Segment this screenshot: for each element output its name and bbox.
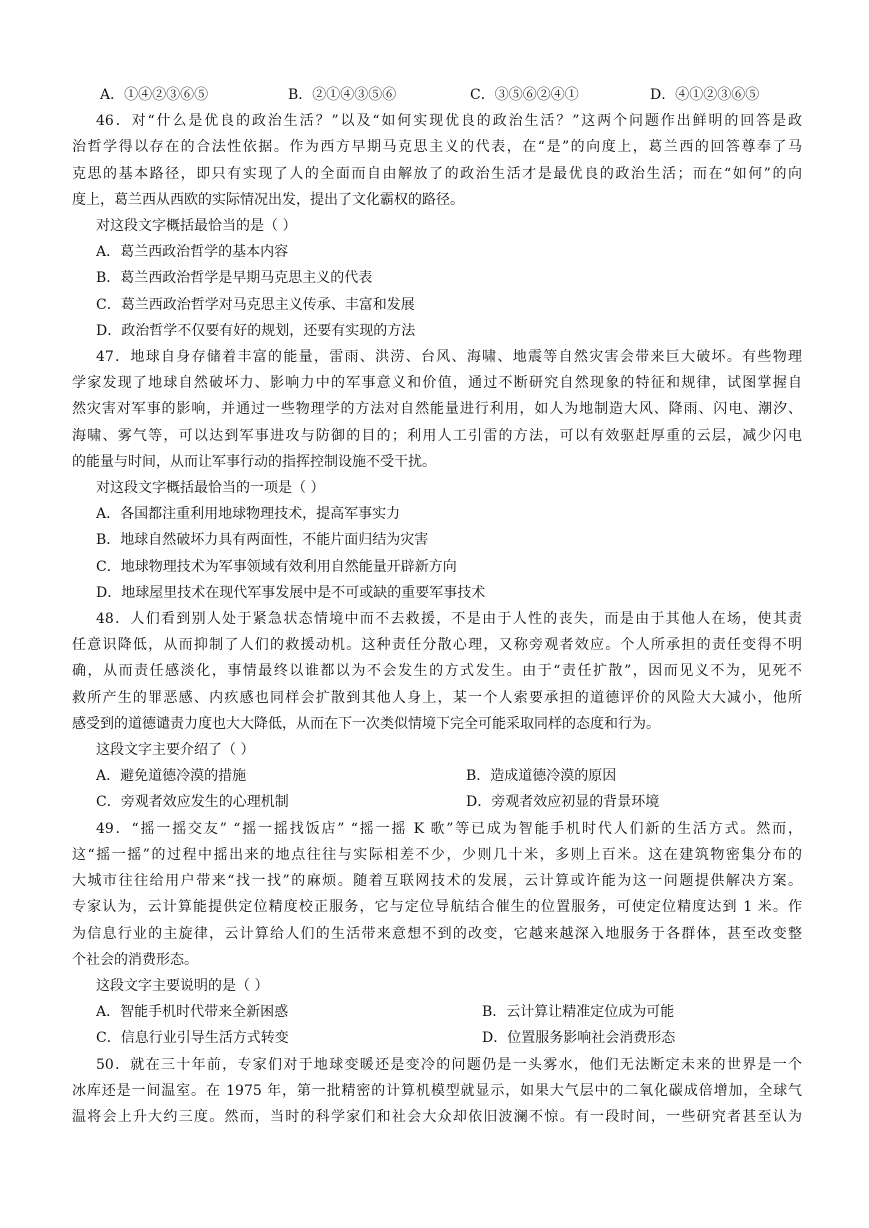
q50-paragraph [72, 1052, 802, 1131]
q46-option-a: A．葛兰西政治哲学的基本内容 [96, 244, 289, 261]
q47-line: 学家发现了地球自然破坏力、影响力中的军事意义和价值，通过不断研究自然现象的特征和规律，试图掌握自 [72, 375, 802, 392]
q47-option-d: D．地球屋里技术在现代军事发展中是不可或缺的重要军事技术 [96, 584, 486, 601]
q48-line: 感受到的道德谴责力度也大大降低，从而在下一次类似情境下完全可能采取同样的态度和行为。 [72, 715, 660, 732]
q46-option-c: C．葛兰西政治哲学对马克思主义传承、丰富和发展 [96, 296, 415, 313]
q49-option-d: D．位置服务影响社会消费形态 [482, 1030, 676, 1047]
q48-option-a: A．避免道德冷漠的措施 [96, 768, 247, 785]
q48-line: 48．人们看到别人处于紧急状态情境中而不去救援，不是由于人性的丧失，而是由于其他人在场，使其责 [96, 611, 802, 628]
q46-option-b: B．葛兰西政治哲学是早期马克思主义的代表 [96, 270, 373, 287]
q48-line: 任意识降低，从而抑制了人们的救援动机。这种责任分散心理，又称旁观者效应。个人所承担的责任变得不明 [72, 637, 802, 654]
q49-line: 这“摇一摇”的过程中摇出来的地点往往与实际相差不少，少则几十米，多则上百米。这在建筑物密集分布的 [72, 846, 802, 863]
q46-line: 度上，葛兰西从西欧的实际情况出发，提出了文化霸权的路径。 [72, 191, 464, 208]
q48-options-row-1 [72, 763, 802, 789]
q46-paragraph [72, 108, 802, 213]
q50-line: 冰库还是一间温室。在 1975 年，第一批精密的计算机模型就显示，如果大气层中的二氧化碳成倍增加，全球气 [72, 1082, 802, 1099]
q50-line: 50．就在三十年前，专家们对于地球变暖还是变冷的问题仍是一头雾水，他们无法断定未来的世界是一个 [96, 1056, 802, 1073]
q49-options-row-2 [72, 1025, 802, 1051]
q49-paragraph [72, 816, 802, 973]
page-content [72, 82, 802, 1130]
q48-option-d: D．旁观者效应初显的背景环境 [466, 794, 660, 811]
q49-line: 大城市往往给用户带来“找一找”的麻烦。随着互联网技术的发展，云计算或许能为这一问题提供解决方案。 [72, 873, 802, 890]
q49-line: 49．“摇一摇交友” “摇一摇找饭店” “摇一摇 K 歌”等已成为智能手机时代人们新的生活方式。然而， [96, 820, 802, 837]
q48-option-b: B．造成道德冷漠的原因 [466, 768, 617, 785]
q47-option-c: C．地球物理技术为军事领域有效利用自然能量开辟新方向 [96, 558, 457, 575]
q45-option-d: D．④①②③⑥⑤ [650, 87, 760, 103]
q46-line: 克思的基本路径，即只有实现了人的全面而自由解放了的政治生活才是最优良的政治生活；而在“如何”的向 [72, 165, 802, 182]
q46-line: 46．对“什么是优良的政治生活？”以及“如何实现优良的政治生活？”这两个问题作出鲜明的回答是政 [96, 113, 802, 130]
q47-line: 然灾害对军事的影响，并通过一些物理学的方法对自然能量进行利用，如人为地制造大风、降雨、闪电、潮汐、 [72, 401, 802, 418]
q47-question: 对这段文字概括最恰当的一项是（ ） [96, 480, 325, 497]
q45-option-c: C．③⑤⑥②④① [470, 87, 579, 103]
q49-option-b: B．云计算让精准定位成为可能 [482, 1004, 675, 1021]
q48-line: 确，从而责任感淡化，事情最终以谁都以为不会发生的方式发生。由于“责任扩散”，因而见义不为，见死不 [72, 663, 802, 680]
q46-question: 对这段文字概括最恰当的是（ ） [96, 218, 297, 235]
q48-options-row-2 [72, 789, 802, 815]
q48-paragraph [72, 606, 802, 737]
q46-line: 治哲学得以存在的合法性依据。作为西方早期马克思主义的代表，在“是”的向度上，葛兰西的回答尊奉了马 [72, 139, 802, 156]
q45-options [72, 82, 802, 108]
q48-question: 这段文字主要介绍了（ ） [96, 742, 255, 759]
q46-option-d: D．政治哲学不仅要有好的规划，还要有实现的方法 [96, 322, 416, 339]
q47-option-b: B．地球自然破坏力具有两面性，不能片面归结为灾害 [96, 532, 429, 549]
q45-option-a: A．①④②③⑥⑤ [100, 87, 209, 103]
q47-paragraph [72, 344, 802, 475]
q48-line: 救所产生的罪恶感、内疚感也同样会扩散到其他人身上，某一个人索要承担的道德评价的风险大大减小，他所 [72, 689, 802, 706]
q49-line: 为信息行业的主旋律，云计算给人们的生活带来意想不到的改变，它越来越深入地服务于各群体，甚至改变整 [72, 925, 802, 942]
q50-line: 温将会上升大约三度。然而，当时的科学家们和社会大众却依旧波澜不惊。有一段时间，一些研究者甚至认为 [72, 1108, 802, 1125]
q49-line: 专家认为，云计算能提供定位精度校正服务，它与定位导航结合催生的位置服务，可使定位精度达到 1 米。作 [72, 899, 802, 916]
q47-line: 的能量与时间，从而让军事行动的指挥控制设施不受干扰。 [72, 453, 436, 470]
q49-option-c: C．信息行业引导生活方式转变 [96, 1030, 289, 1047]
q49-option-a: A．智能手机时代带来全新困惑 [96, 1004, 289, 1021]
q45-option-b: B．②①④③⑤⑥ [288, 87, 397, 103]
q49-question: 这段文字主要说明的是（ ） [96, 977, 269, 994]
q47-line: 47．地球自身存储着丰富的能量，雷雨、洪涝、台风、海啸、地震等自然灾害会带来巨大破坏。有些物理 [96, 349, 802, 366]
q47-option-a: A．各国都注重利用地球物理技术，提高军事实力 [96, 506, 401, 523]
q48-option-c: C．旁观者效应发生的心理机制 [96, 794, 289, 811]
q49-options-row-1 [72, 999, 802, 1025]
q49-line: 个社会的消费形态。 [72, 951, 198, 968]
q47-line: 海啸、雾气等，可以达到军事进攻与防御的目的；利用人工引雷的方法，可以有效驱赶厚重的云层，减少闪电 [72, 427, 802, 444]
